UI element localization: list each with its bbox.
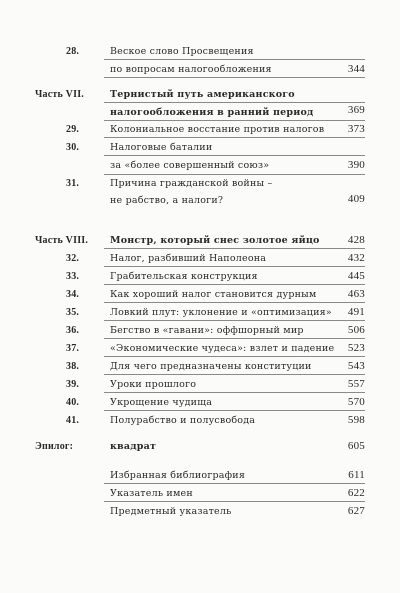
chapter-title: Причина гражданской войны – не рабство, а налоги? bbox=[110, 178, 273, 206]
back-matter-title: Предметный указатель bbox=[110, 506, 232, 517]
divider bbox=[104, 248, 365, 249]
part-label: Часть VII. bbox=[35, 89, 84, 100]
chapter-number: 32. bbox=[66, 253, 80, 264]
divider bbox=[104, 483, 365, 484]
page-number: 557 bbox=[347, 378, 365, 390]
divider bbox=[104, 338, 365, 339]
chapter-title: Как хороший налог становится дурным bbox=[110, 289, 317, 300]
divider bbox=[104, 392, 365, 393]
page-number: 373 bbox=[347, 123, 365, 135]
divider bbox=[104, 410, 365, 411]
part-title: Тернистый путь американского налогообложения в ранний период bbox=[110, 89, 314, 118]
page-number: 463 bbox=[347, 288, 365, 300]
chapter-number: 40. bbox=[66, 397, 80, 408]
chapter-number: 39. bbox=[66, 379, 80, 390]
chapter-number: 38. bbox=[66, 361, 80, 372]
page-number: 570 bbox=[347, 396, 365, 408]
page-number: 605 bbox=[347, 440, 365, 452]
chapter-number: 35. bbox=[66, 307, 80, 318]
divider bbox=[104, 155, 365, 156]
chapter-title: Ловкий плут: уклонение и «оптимизация» bbox=[110, 307, 332, 318]
chapter-title: Грабительская конструкция bbox=[110, 271, 258, 282]
divider bbox=[104, 284, 365, 285]
divider bbox=[104, 356, 365, 357]
chapter-number: 33. bbox=[66, 271, 80, 282]
divider bbox=[104, 266, 365, 267]
chapter-number: 37. bbox=[66, 343, 80, 354]
chapter-number: 30. bbox=[66, 142, 80, 153]
divider bbox=[104, 137, 365, 138]
divider bbox=[104, 374, 365, 375]
page-number: 611 bbox=[348, 469, 365, 481]
chapter-title: Уроки прошлого bbox=[110, 379, 197, 390]
part-label: Эпилог: bbox=[35, 441, 74, 452]
divider bbox=[104, 174, 365, 175]
chapter-number: 34. bbox=[66, 289, 80, 300]
page-number: 598 bbox=[347, 414, 365, 426]
chapter-title: Колониальное восстание против налогов bbox=[110, 124, 325, 135]
chapter-number: 28. bbox=[66, 46, 80, 57]
divider bbox=[104, 320, 365, 321]
divider bbox=[104, 120, 365, 121]
epilogue-title: квадрат bbox=[110, 441, 157, 452]
divider bbox=[104, 102, 365, 103]
page-number: 543 bbox=[347, 360, 365, 372]
page-number: 344 bbox=[347, 63, 365, 75]
divider bbox=[104, 501, 365, 502]
page-number: 445 bbox=[347, 270, 365, 282]
page-number: 390 bbox=[347, 159, 365, 171]
page-number: 627 bbox=[347, 505, 365, 517]
divider bbox=[104, 302, 365, 303]
page-number: 523 bbox=[347, 342, 365, 354]
page-number: 428 bbox=[347, 234, 365, 246]
chapter-number: 31. bbox=[66, 178, 80, 189]
page-number: 491 bbox=[347, 306, 365, 318]
chapter-number: 29. bbox=[66, 124, 80, 135]
chapter-title: Полурабство и полусвобода bbox=[110, 415, 256, 426]
page-number: 506 bbox=[347, 324, 365, 336]
divider bbox=[104, 77, 365, 78]
back-matter-title: Избранная библиография bbox=[110, 470, 246, 481]
chapter-title: Бегство в «гавани»: оффшорный мир bbox=[110, 325, 304, 336]
page-number: 369 bbox=[347, 104, 365, 116]
chapter-number: 41. bbox=[66, 415, 80, 426]
chapter-title: «Экономические чудеса»: взлет и падение bbox=[110, 343, 335, 354]
chapter-number: 36. bbox=[66, 325, 80, 336]
page-number: 622 bbox=[347, 487, 365, 499]
page-number: 409 bbox=[347, 193, 365, 205]
page-number: 432 bbox=[347, 252, 365, 264]
back-matter-title: Указатель имен bbox=[110, 488, 193, 499]
chapter-title: Укрощение чудища bbox=[110, 397, 213, 408]
part-title: Монстр, который снес золотое яйцо bbox=[110, 235, 320, 246]
chapter-title: Веское слово Просвещения по вопросам налогообложения bbox=[110, 46, 272, 75]
chapter-title: Налоговые баталии за «более совершенный союз» bbox=[110, 142, 270, 171]
divider bbox=[104, 59, 365, 60]
chapter-title: Налог, разбивший Наполеона bbox=[110, 253, 267, 264]
chapter-title: Для чего предназначены конституции bbox=[110, 361, 312, 372]
part-label: Часть VIII. bbox=[35, 235, 89, 246]
